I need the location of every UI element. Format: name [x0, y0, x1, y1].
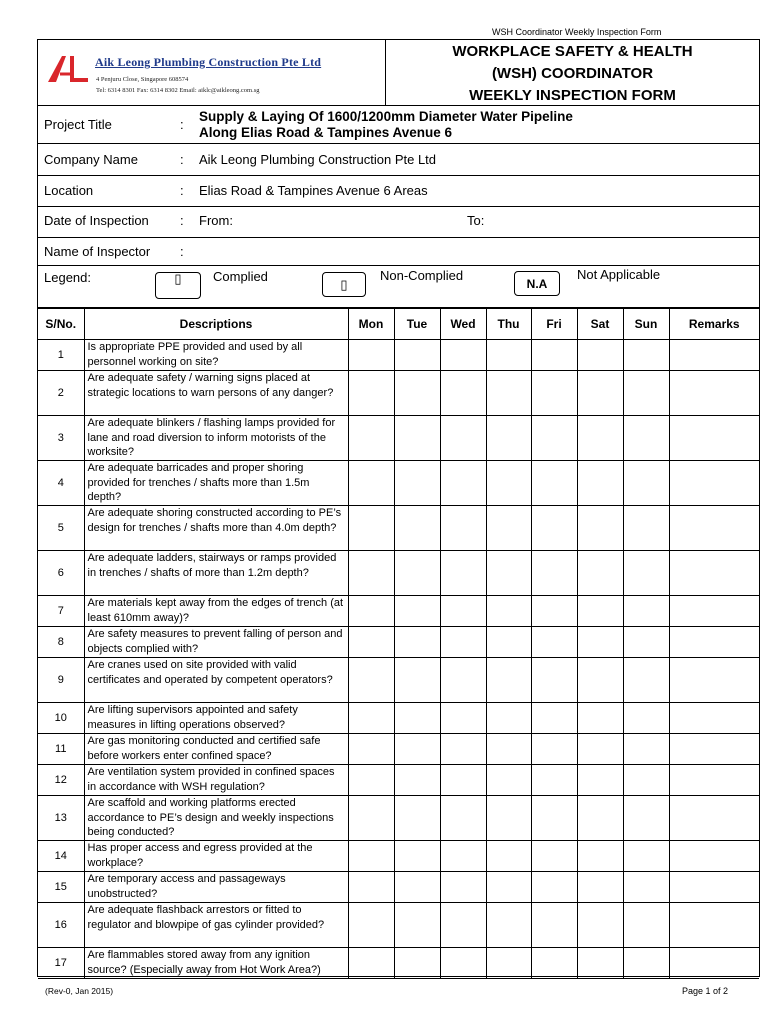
- check-cell-thu[interactable]: [486, 948, 531, 979]
- row-description: Are adequate blinkers / flashing lamps provided for lane and road diversion to inform motorists of the worksite?: [84, 416, 348, 461]
- check-cell-tue[interactable]: [394, 841, 440, 872]
- check-cell-sat[interactable]: [577, 796, 623, 841]
- check-cell-fri[interactable]: [531, 765, 577, 796]
- column-header: Tue: [394, 309, 440, 340]
- project-title-label: Project Title: [44, 117, 112, 132]
- check-cell-mon[interactable]: [348, 903, 394, 948]
- check-cell-tue[interactable]: [394, 948, 440, 979]
- table-row: [38, 841, 759, 872]
- check-cell-sat[interactable]: [577, 461, 623, 506]
- project-title-line: Along Elias Road & Tampines Avenue 6: [199, 125, 453, 140]
- check-cell-fri[interactable]: [531, 796, 577, 841]
- check-cell-sun[interactable]: [623, 765, 669, 796]
- remarks-cell[interactable]: [669, 371, 759, 416]
- check-cell-tue[interactable]: [394, 596, 440, 627]
- check-cell-mon[interactable]: [348, 627, 394, 658]
- check-cell-fri[interactable]: [531, 596, 577, 627]
- colon: :: [180, 183, 184, 198]
- row-number: 6: [38, 551, 84, 596]
- check-cell-sun[interactable]: [623, 734, 669, 765]
- check-cell-thu[interactable]: [486, 841, 531, 872]
- table-row: [38, 734, 759, 765]
- column-header: Thu: [486, 309, 531, 340]
- table-row: [38, 658, 759, 703]
- check-cell-tue[interactable]: [394, 734, 440, 765]
- check-cell-mon[interactable]: [348, 948, 394, 979]
- project-title-line: Supply & Laying Of 1600/1200mm Diameter Water Pipeline: [199, 109, 573, 124]
- check-cell-wed[interactable]: [440, 627, 486, 658]
- non-complied-checkbox[interactable]: [322, 272, 366, 297]
- location-label: Location: [44, 183, 94, 198]
- column-header: Remarks: [669, 309, 759, 340]
- not-applicable-label: Not Applicable: [577, 267, 661, 282]
- check-cell-tue[interactable]: [394, 872, 440, 903]
- check-cell-thu[interactable]: [486, 461, 531, 506]
- check-cell-fri[interactable]: [531, 734, 577, 765]
- form-title-line: WORKPLACE SAFETY & HEALTH: [452, 43, 693, 60]
- check-cell-sun[interactable]: [623, 796, 669, 841]
- check-cell-sat[interactable]: [577, 506, 623, 551]
- check-cell-thu[interactable]: [486, 340, 531, 371]
- check-cell-tue[interactable]: [394, 416, 440, 461]
- row-description: Are gas monitoring conducted and certified safe before workers enter confined space?: [84, 734, 348, 765]
- check-cell-wed[interactable]: [440, 948, 486, 979]
- check-cell-sun[interactable]: [623, 703, 669, 734]
- check-cell-sat[interactable]: [577, 416, 623, 461]
- checkbox-icon: ▯: [340, 277, 348, 292]
- row-number: 5: [38, 506, 84, 551]
- check-cell-mon[interactable]: [348, 765, 394, 796]
- company-address: 4 Penjuru Close, Singapore 608574: [96, 76, 189, 83]
- remarks-cell[interactable]: [669, 461, 759, 506]
- remarks-cell[interactable]: [669, 658, 759, 703]
- row-number: 14: [38, 841, 84, 872]
- check-cell-sun[interactable]: [623, 461, 669, 506]
- row-number: 4: [38, 461, 84, 506]
- row-description: Are ventilation system provided in confined spaces in accordance with WSH regulation?: [84, 765, 348, 796]
- row-description: Are temporary access and passageways unobstructed?: [84, 872, 348, 903]
- row-number: 16: [38, 903, 84, 948]
- check-cell-sat[interactable]: [577, 658, 623, 703]
- check-cell-thu[interactable]: [486, 872, 531, 903]
- check-cell-tue[interactable]: [394, 903, 440, 948]
- name-of-inspector-label: Name of Inspector: [44, 244, 151, 259]
- company-name: Aik Leong Plumbing Construction Pte Ltd: [95, 55, 322, 69]
- remarks-cell[interactable]: [669, 551, 759, 596]
- check-cell-wed[interactable]: [440, 551, 486, 596]
- date-to-label[interactable]: To:: [467, 213, 485, 228]
- company-address-block: [96, 74, 260, 96]
- check-cell-tue[interactable]: [394, 340, 440, 371]
- row-number: 8: [38, 627, 84, 658]
- check-cell-tue[interactable]: [394, 627, 440, 658]
- colon: :: [180, 244, 184, 259]
- table-row: [38, 796, 759, 841]
- colon: :: [180, 213, 184, 228]
- location-row: [38, 176, 759, 207]
- check-cell-fri[interactable]: [531, 551, 577, 596]
- company-name-value: Aik Leong Plumbing Construction Pte Ltd: [199, 152, 437, 167]
- check-cell-tue[interactable]: [394, 765, 440, 796]
- column-header: Mon: [348, 309, 394, 340]
- company-contact: Tel: 6314 8301 Fax: 6314 8302 Email: aiklc@aikleong.com.sg: [96, 87, 260, 94]
- check-cell-thu[interactable]: [486, 796, 531, 841]
- table-row: [38, 872, 759, 903]
- check-cell-fri[interactable]: [531, 340, 577, 371]
- table-row: [38, 903, 759, 948]
- row-number: 3: [38, 416, 84, 461]
- row-number: 12: [38, 765, 84, 796]
- company-name-row: [38, 144, 759, 176]
- check-cell-wed[interactable]: [440, 903, 486, 948]
- check-cell-mon[interactable]: [348, 416, 394, 461]
- check-cell-sat[interactable]: [577, 596, 623, 627]
- remarks-cell[interactable]: [669, 627, 759, 658]
- check-cell-tue[interactable]: [394, 506, 440, 551]
- check-cell-wed[interactable]: [440, 841, 486, 872]
- check-cell-fri[interactable]: [531, 658, 577, 703]
- check-cell-fri[interactable]: [531, 903, 577, 948]
- check-cell-sun[interactable]: [623, 371, 669, 416]
- check-cell-sun[interactable]: [623, 627, 669, 658]
- form-title-line: WEEKLY INSPECTION FORM: [469, 87, 676, 104]
- remarks-cell[interactable]: [669, 765, 759, 796]
- remarks-cell[interactable]: [669, 506, 759, 551]
- check-cell-thu[interactable]: [486, 627, 531, 658]
- check-cell-wed[interactable]: [440, 734, 486, 765]
- check-cell-wed[interactable]: [440, 371, 486, 416]
- date-from-label[interactable]: From:: [199, 213, 233, 228]
- row-number: 9: [38, 658, 84, 703]
- check-cell-thu[interactable]: [486, 371, 531, 416]
- row-number: 7: [38, 596, 84, 627]
- row-description: Are adequate shoring constructed according to PE’s design for trenches / shafts more than 4.0m depth?: [84, 506, 348, 551]
- check-cell-sun[interactable]: [623, 416, 669, 461]
- check-cell-sat[interactable]: [577, 703, 623, 734]
- check-cell-mon[interactable]: [348, 841, 394, 872]
- check-cell-thu[interactable]: [486, 765, 531, 796]
- check-cell-thu[interactable]: [486, 551, 531, 596]
- check-cell-sun[interactable]: [623, 948, 669, 979]
- remarks-cell[interactable]: [669, 703, 759, 734]
- check-cell-sun[interactable]: [623, 506, 669, 551]
- check-cell-thu[interactable]: [486, 658, 531, 703]
- table-row: [38, 627, 759, 658]
- remarks-cell[interactable]: [669, 734, 759, 765]
- colon: :: [180, 152, 184, 167]
- check-cell-mon[interactable]: [348, 551, 394, 596]
- check-cell-sat[interactable]: [577, 340, 623, 371]
- check-cell-fri[interactable]: [531, 872, 577, 903]
- name-of-inspector-row: [38, 238, 759, 266]
- check-cell-fri[interactable]: [531, 416, 577, 461]
- check-cell-sun[interactable]: [623, 596, 669, 627]
- check-cell-sun[interactable]: [623, 841, 669, 872]
- check-cell-mon[interactable]: [348, 461, 394, 506]
- project-title-row: [38, 106, 759, 144]
- document-header: WSH Coordinator Weekly Inspection Form: [492, 27, 662, 37]
- check-cell-thu[interactable]: [486, 903, 531, 948]
- table-row: [38, 596, 759, 627]
- table-row: [38, 948, 759, 979]
- non-complied-label: Non-Complied: [380, 268, 464, 283]
- form-frame: [37, 39, 760, 977]
- remarks-cell[interactable]: [669, 872, 759, 903]
- remarks-cell[interactable]: [669, 948, 759, 979]
- check-cell-mon[interactable]: [348, 703, 394, 734]
- check-cell-mon[interactable]: [348, 506, 394, 551]
- form-title: [386, 40, 759, 106]
- complied-checkbox[interactable]: [155, 272, 201, 299]
- check-cell-sat[interactable]: [577, 903, 623, 948]
- check-cell-tue[interactable]: [394, 796, 440, 841]
- remarks-cell[interactable]: [669, 416, 759, 461]
- complied-label: Complied: [213, 269, 268, 284]
- check-cell-sun[interactable]: [623, 872, 669, 903]
- check-cell-wed[interactable]: [440, 658, 486, 703]
- check-cell-sat[interactable]: [577, 627, 623, 658]
- check-cell-thu[interactable]: [486, 734, 531, 765]
- check-cell-mon[interactable]: [348, 340, 394, 371]
- row-description: Are adequate barricades and proper shoring provided for trenches / shafts more than 1.5m depth?: [84, 461, 348, 506]
- row-description: Are adequate flashback arrestors or fitted to regulator and blowpipe of gas cylinder provided?: [84, 903, 348, 948]
- check-cell-fri[interactable]: [531, 461, 577, 506]
- checkbox-icon: ▯: [174, 271, 182, 286]
- check-cell-sat[interactable]: [577, 371, 623, 416]
- date-of-inspection-label: Date of Inspection: [44, 213, 149, 228]
- check-cell-tue[interactable]: [394, 703, 440, 734]
- row-description: Has proper access and egress provided at the workplace?: [84, 841, 348, 872]
- check-cell-wed[interactable]: [440, 416, 486, 461]
- row-description: Are cranes used on site provided with valid certificates and operated by competent operators?: [84, 658, 348, 703]
- table-row: [38, 340, 759, 371]
- check-cell-thu[interactable]: [486, 703, 531, 734]
- row-number: 2: [38, 371, 84, 416]
- check-cell-sat[interactable]: [577, 551, 623, 596]
- company-name-label: Company Name: [44, 152, 138, 167]
- check-cell-wed[interactable]: [440, 506, 486, 551]
- remarks-cell[interactable]: [669, 596, 759, 627]
- form-title-line: (WSH) COORDINATOR: [491, 65, 654, 82]
- check-cell-tue[interactable]: [394, 658, 440, 703]
- check-cell-mon[interactable]: [348, 658, 394, 703]
- column-header: Sat: [577, 309, 623, 340]
- check-cell-fri[interactable]: [531, 841, 577, 872]
- check-cell-fri[interactable]: [531, 627, 577, 658]
- table-header-row: [38, 309, 759, 340]
- check-cell-wed[interactable]: [440, 340, 486, 371]
- row-description: Is appropriate PPE provided and used by all personnel working on site?: [84, 340, 348, 371]
- table-row: [38, 416, 759, 461]
- colon: :: [180, 117, 184, 132]
- check-cell-sat[interactable]: [577, 948, 623, 979]
- check-cell-wed[interactable]: [440, 872, 486, 903]
- check-cell-mon[interactable]: [348, 872, 394, 903]
- row-description: Are flammables stored away from any ignition source? (Especially away from Hot Work Area?): [84, 948, 348, 979]
- check-cell-mon[interactable]: [348, 371, 394, 416]
- company-logo-block: [38, 40, 386, 106]
- check-cell-sun[interactable]: [623, 658, 669, 703]
- check-cell-mon[interactable]: [348, 796, 394, 841]
- remarks-cell[interactable]: [669, 796, 759, 841]
- remarks-cell[interactable]: [669, 340, 759, 371]
- check-cell-tue[interactable]: [394, 371, 440, 416]
- row-description: Are materials kept away from the edges of trench (at least 610mm away)?: [84, 596, 348, 627]
- check-cell-sun[interactable]: [623, 340, 669, 371]
- table-row: [38, 765, 759, 796]
- check-cell-sat[interactable]: [577, 841, 623, 872]
- project-title-value: [199, 109, 573, 141]
- check-cell-wed[interactable]: [440, 596, 486, 627]
- inspector-name-field[interactable]: [199, 244, 739, 262]
- check-cell-wed[interactable]: [440, 703, 486, 734]
- date-of-inspection-row: [38, 207, 759, 238]
- row-number: 10: [38, 703, 84, 734]
- row-description: Are adequate ladders, stairways or ramps provided in trenches / shafts of more than 1.2m depth?: [84, 551, 348, 596]
- check-cell-thu[interactable]: [486, 506, 531, 551]
- row-number: 11: [38, 734, 84, 765]
- check-cell-fri[interactable]: [531, 506, 577, 551]
- row-description: Are adequate safety / warning signs placed at strategic locations to warn persons of any danger?: [84, 371, 348, 416]
- check-cell-sat[interactable]: [577, 734, 623, 765]
- table-row: [38, 371, 759, 416]
- column-header: Fri: [531, 309, 577, 340]
- check-cell-wed[interactable]: [440, 765, 486, 796]
- form-header-row: [38, 40, 759, 106]
- inspection-table: [38, 308, 759, 979]
- check-cell-sat[interactable]: [577, 872, 623, 903]
- company-logo-icon: [46, 54, 90, 89]
- check-cell-mon[interactable]: [348, 734, 394, 765]
- table-row: [38, 461, 759, 506]
- column-header: S/No.: [38, 309, 84, 340]
- table-row: [38, 551, 759, 596]
- check-cell-sat[interactable]: [577, 765, 623, 796]
- check-cell-fri[interactable]: [531, 703, 577, 734]
- check-cell-sun[interactable]: [623, 903, 669, 948]
- table-row: [38, 703, 759, 734]
- column-header: Wed: [440, 309, 486, 340]
- page-number: Page 1 of 2: [681, 986, 728, 996]
- column-header: Descriptions: [84, 309, 348, 340]
- check-cell-tue[interactable]: [394, 551, 440, 596]
- revision-label: (Rev-0, Jan 2015): [45, 986, 114, 996]
- na-box[interactable]: N.A: [514, 271, 560, 296]
- row-number: 15: [38, 872, 84, 903]
- check-cell-wed[interactable]: [440, 461, 486, 506]
- checklist-body: [38, 340, 759, 979]
- check-cell-tue[interactable]: [394, 461, 440, 506]
- check-cell-fri[interactable]: [531, 371, 577, 416]
- check-cell-wed[interactable]: [440, 796, 486, 841]
- remarks-cell[interactable]: [669, 841, 759, 872]
- legend-label: Legend:: [44, 270, 91, 285]
- row-description: Are safety measures to prevent falling of person and objects complied with?: [84, 627, 348, 658]
- table-row: [38, 506, 759, 551]
- check-cell-thu[interactable]: [486, 416, 531, 461]
- row-number: 1: [38, 340, 84, 371]
- check-cell-fri[interactable]: [531, 948, 577, 979]
- column-header: Sun: [623, 309, 669, 340]
- remarks-cell[interactable]: [669, 903, 759, 948]
- row-description: Are lifting supervisors appointed and safety measures in lifting operations observed?: [84, 703, 348, 734]
- legend-row: [38, 266, 759, 308]
- check-cell-thu[interactable]: [486, 596, 531, 627]
- row-number: 17: [38, 948, 84, 979]
- location-value: Elias Road & Tampines Avenue 6 Areas: [199, 183, 428, 198]
- row-number: 13: [38, 796, 84, 841]
- check-cell-sun[interactable]: [623, 551, 669, 596]
- row-description: Are scaffold and working platforms erected accordance to PE’s design and weekly inspections being conducted?: [84, 796, 348, 841]
- check-cell-mon[interactable]: [348, 596, 394, 627]
